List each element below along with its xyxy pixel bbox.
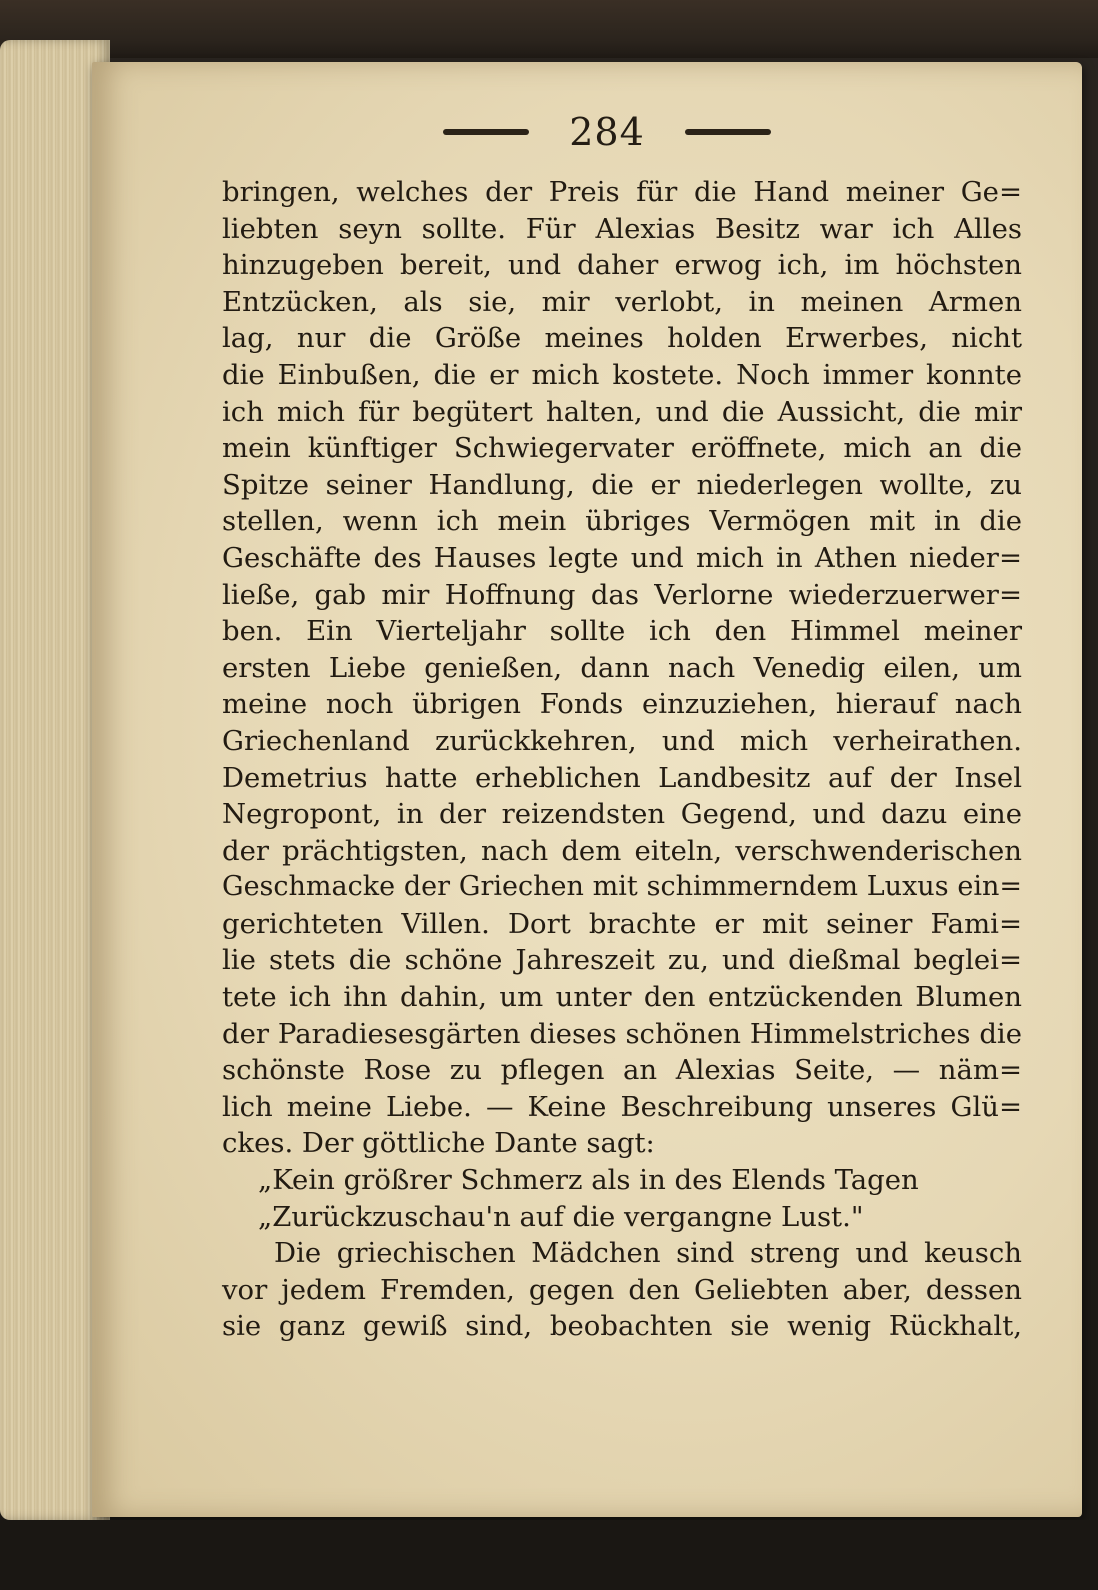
text-line: Die griechischen Mädchen sind streng und keusch <box>274 1237 1022 1270</box>
text-line: Entzücken, als sie, mir verlobt, in meinen Armen <box>222 285 1022 318</box>
book-cover-top <box>0 0 1098 58</box>
text-line: liebten seyn sollte. Für Alexias Besitz war ich Alles <box>222 212 1022 245</box>
text-line: ich mich für begütert halten, und die Aussicht, die mir <box>222 395 1022 428</box>
text-line: meine noch übrigen Fonds einzuziehen, hierauf nach <box>222 688 1022 721</box>
page-number: 284 <box>569 110 645 154</box>
text-line: bringen, welches der Preis für die Hand meiner Ge= <box>222 176 1022 208</box>
text-line: lich meine Liebe. — Keine Beschreibung unseres Glü= <box>222 1090 1022 1123</box>
header-rule-left <box>443 129 529 135</box>
header-rule-right <box>685 129 771 135</box>
text-line: die Einbußen, die er mich kostete. Noch immer konnte <box>222 358 1022 391</box>
quote-line: „Zurückzuschau'n auf die vergangne Lust." <box>258 1200 864 1233</box>
quote-line: „Kein größrer Schmerz als in des Elends Tagen <box>258 1164 919 1197</box>
text-line: Demetrius hatte erheblichen Landbesitz auf der Insel <box>222 761 1022 794</box>
text-line: Geschäfte des Hauses legte und mich in Athen nieder= <box>222 541 1022 574</box>
text-line: ben. Ein Vierteljahr sollte ich den Himmel meiner <box>222 615 1022 648</box>
text-line: lag, nur die Größe meines holden Erwerbes, nicht <box>222 322 1022 355</box>
text-line: schönste Rose zu pflegen an Alexias Seite, — näm= <box>222 1054 1022 1087</box>
book-page <box>92 62 1082 1517</box>
text-line: ckes. Der göttliche Dante sagt: <box>222 1127 655 1160</box>
text-line: Geschmacke der Griechen mit schimmerndem Luxus ein= <box>222 871 1022 903</box>
text-line: der Paradiesesgärten dieses schönen Himmelstriches die <box>222 1017 1022 1050</box>
text-line: sie ganz gewiß sind, beobachten sie wenig Rückhalt, <box>222 1310 1022 1343</box>
text-line: Spitze seiner Handlung, die er niederlegen wollte, zu <box>222 468 1022 501</box>
text-line: gerichteten Villen. Dort brachte er mit seiner Fami= <box>222 907 1022 940</box>
text-line: Griechenland zurückkehren, und mich verheirathen. <box>222 724 1022 757</box>
text-line: ersten Liebe genießen, dann nach Venedig eilen, um <box>222 651 1022 684</box>
text-line: vor jedem Fremden, gegen den Geliebten aber, dessen <box>222 1273 1022 1306</box>
text-line: Negropont, in der reizendsten Gegend, und dazu eine <box>222 798 1022 831</box>
text-line: hinzugeben bereit, und daher erwog ich, im höchsten <box>222 249 1022 282</box>
text-line: tete ich ihn dahin, um unter den entzückenden Blumen <box>222 981 1022 1014</box>
body-text <box>222 174 1022 1345</box>
text-line: stellen, wenn ich mein übriges Vermögen mit in die <box>222 505 1022 538</box>
page-header <box>92 102 1082 162</box>
background-bottom <box>0 1520 1098 1590</box>
text-line: lie stets die schöne Jahreszeit zu, und dießmal beglei= <box>222 944 1022 977</box>
text-line: ließe, gab mir Hoffnung das Verlorne wiederzuerwer= <box>222 578 1022 611</box>
text-line: der prächtigsten, nach dem eiteln, verschwenderischen <box>222 834 1022 867</box>
text-line: mein künftiger Schwiegervater eröffnete, mich an die <box>222 432 1022 465</box>
